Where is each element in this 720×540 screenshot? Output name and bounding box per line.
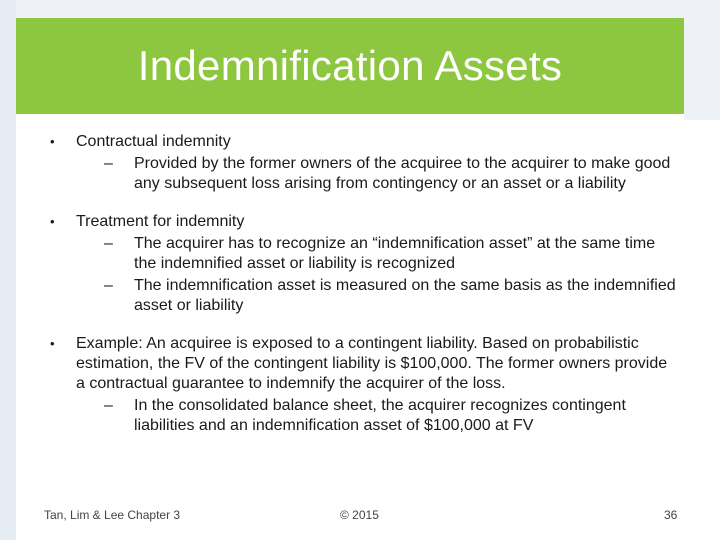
sub-bullet-text: The indemnification asset is measured on the same basis as the indemnified asset or liability xyxy=(134,277,676,314)
sub-bullet-marker: – xyxy=(104,277,113,294)
sub-bullet-text: The acquirer has to recognize an “indemnification asset” at the same time the indemnified asset or liability is recognized xyxy=(134,235,656,272)
footer-source: Tan, Lim & Lee Chapter 3 xyxy=(44,508,181,522)
bullet-text: Treatment for indemnity xyxy=(76,213,245,230)
slide-title: Indemnification Assets xyxy=(137,42,563,89)
slide-body xyxy=(50,132,680,454)
background-strip-right xyxy=(684,0,720,120)
sub-bullet-item xyxy=(76,234,680,274)
bullet-item xyxy=(50,212,680,316)
sub-bullet-item xyxy=(76,276,680,316)
bullet-marker: • xyxy=(50,214,55,229)
bullet-text: Contractual indemnity xyxy=(76,133,231,150)
bullet-item xyxy=(50,334,680,436)
background-strip-top xyxy=(0,0,720,18)
sub-bullet-text: In the consolidated balance sheet, the acquirer recognizes contingent liabilities and an indemnification asset of $100,000 at FV xyxy=(134,397,626,434)
sub-bullet-item xyxy=(76,396,680,436)
sub-bullet-text: Provided by the former owners of the acquiree to the acquirer to make good any subsequent loss arising from contingency or an asset or a liability xyxy=(134,155,671,192)
footer-copyright: © 2015 xyxy=(340,508,379,522)
bullet-item xyxy=(50,132,680,194)
sub-bullet-marker: – xyxy=(104,155,113,172)
sub-bullet-item xyxy=(76,154,680,194)
bullet-marker: • xyxy=(50,336,55,351)
footer-page-number: 36 xyxy=(664,508,678,522)
sub-bullet-marker: – xyxy=(104,235,113,252)
bullet-text: Example: An acquiree is exposed to a contingent liability. Based on probabilistic estimation, the FV of the contingent liability is $100,000. The former owners provide a contractual guarantee to indemnify the acquirer of the loss. xyxy=(76,335,668,392)
bullet-marker: • xyxy=(50,134,55,149)
sub-bullet-marker: – xyxy=(104,397,113,414)
background-strip-left xyxy=(0,0,16,540)
title-bar xyxy=(16,18,684,114)
